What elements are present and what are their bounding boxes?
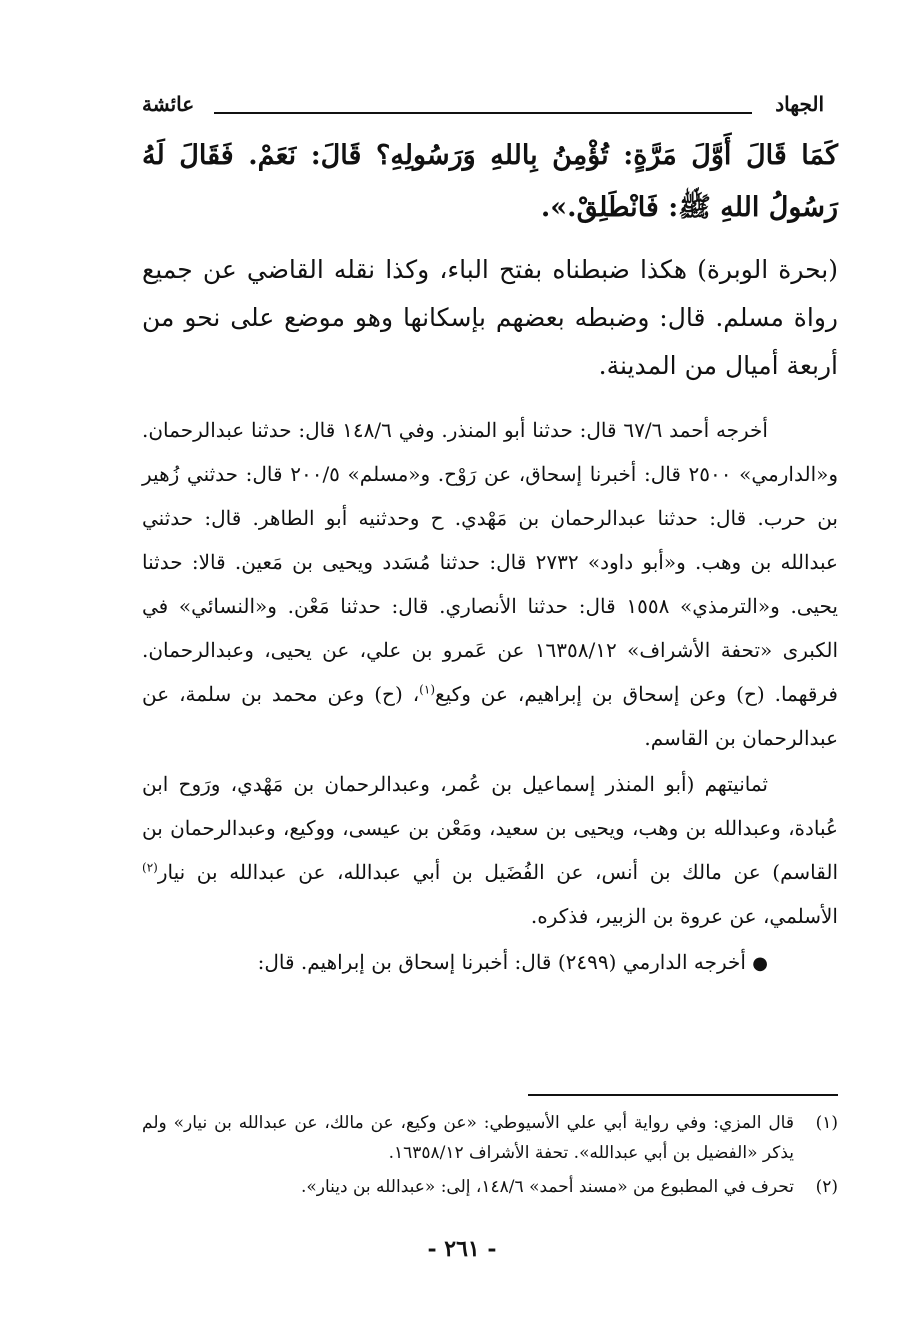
footnote-separator xyxy=(528,1094,838,1096)
footnote-1 xyxy=(142,1108,838,1168)
page-number: - ٢٦١ - xyxy=(427,1236,497,1262)
takhrij-section xyxy=(142,408,838,986)
footnote-2 xyxy=(142,1172,838,1202)
hadith-text: كَمَا قَالَ أَوَّلَ مَرَّةٍ: تُؤْمِنُ بِاللهِ وَرَسُولِهِ؟ قَالَ: نَعَمْ. فَقَالَ لَهُ رَسُولُ اللهِ ﷺ: فَانْطَلِقْ.». xyxy=(142,140,838,223)
footnote-ref-1: (١) xyxy=(419,682,435,697)
footnote-ref-2: (٢) xyxy=(142,860,158,875)
bullet-icon: ● xyxy=(752,953,768,974)
footnote-number: (٢) xyxy=(815,1177,838,1197)
footnotes xyxy=(142,1108,838,1206)
chapter-title: الجهاد xyxy=(775,92,824,116)
takhrij-paragraph-1: أخرجه أحمد ٦٧/٦ قال: حدثنا أبو المنذر. وفي ١٤٨/٦ قال: حدثنا عبدالرحمان. و«الدارمي» ٢٥٠٠ قال: أخبرنا إسحاق، عن رَوْح. و«مسلم» ٢٠٠/٥ قال: حدثني زُهير بن حرب. قال: حدثنا عبدالرحمان بن مَهْدي. ح وحدثنيه أبو الطاهر. قال: حدثني عبدالله بن وهب. و«أبو داود» ٢٧٣٢ قال: حدثنا مُسَدد ويحيى بن مَعين. قالا: حدثنا يحيى. و«الترمذي» ١٥٥٨ قال: حدثنا الأنصاري. قال: حدثنا مَعْن. و«النسائي» في الكبرى «تحفة الأشراف» ١٦٣٥٨/١٢ عن عَمرو بن علي، عن يحيى، وعبدالرحمان. فرقهما. (ح) وعن إسحاق بن إبراهيم، عن وكيع$^{(١)}$، (ح) وعن محمد بن سلمة، عن عبدالرحمان بن القاسم. xyxy=(142,418,839,750)
narrator-title: عائشة xyxy=(142,92,195,116)
takhrij-paragraph-3: ● أخرجه الدارمي (٢٤٩٩) قال: أخبرنا إسحاق بن إبراهيم. قال: xyxy=(257,950,768,974)
footnote-number: (١) xyxy=(815,1113,838,1133)
footnote-text: تحرف في المطبوع من «مسند أحمد» ١٤٨/٦، إلى: «عبدالله بن دينار». xyxy=(300,1177,794,1197)
running-header xyxy=(142,92,824,122)
footnote-text: قال المزي: وفي رواية أبي علي الأسيوطي: «عن وكيع، عن مالك، عن عبدالله بن نيار» ولم يذكر «الفضيل بن أبي عبدالله». تحفة الأشراف ١٦٣٥٨/١٢. xyxy=(142,1113,794,1163)
header-rule xyxy=(214,112,752,114)
takhrij-paragraph-2: ثمانيتهم (أبو المنذر إسماعيل بن عُمر، وعبدالرحمان بن مَهْدي، ورَوح ابن عُبادة، وعبدالله بن وهب، ويحيى بن سعيد، ومَعْن بن عيسى، ووكيع، وعبدالرحمان بن القاسم) عن مالك بن أنس، عن الفُضَيل بن أبي عبدالله، عن عبدالله بن نيار$^{(٢)}$ الأسلمي، عن عروة بن الزبير، فذكره. xyxy=(142,772,838,928)
commentary-text: (بحرة الوبرة) هكذا ضبطناه بفتح الباء، وكذا نقله القاضي عن جميع رواة مسلم. قال: وضبطه بعضهم بإسكانها وهو موضع على نحو من أربعة أميال من المدينة. xyxy=(142,255,838,380)
